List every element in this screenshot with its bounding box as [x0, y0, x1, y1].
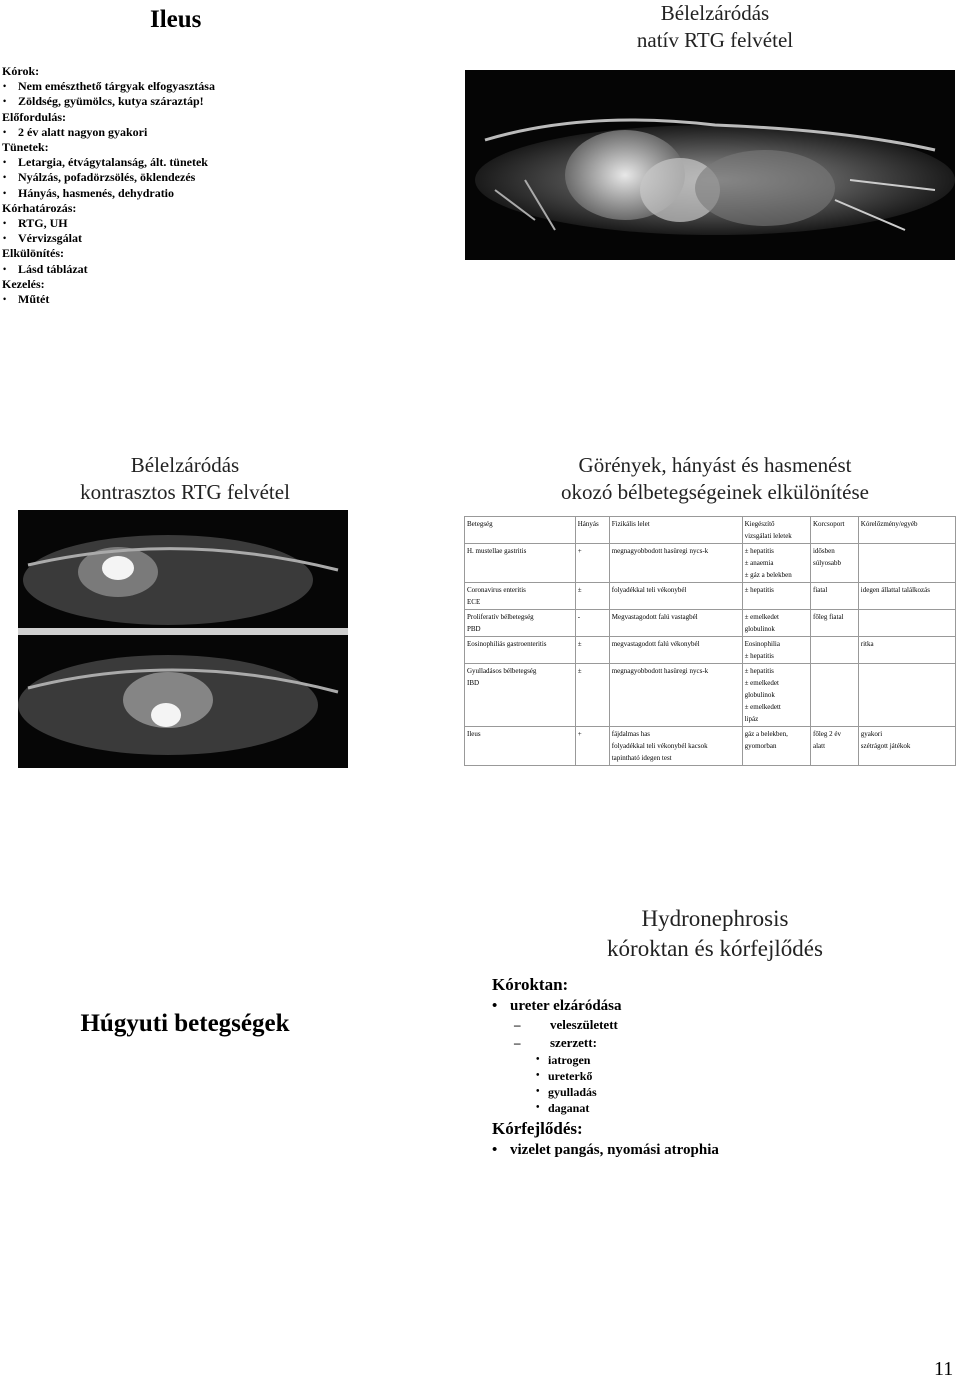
table-cell: Megvastagodott falú vastagbél — [609, 610, 742, 637]
table-cell: gáz a belekben, gyomorban — [742, 727, 810, 766]
bullet-item: • 2 év alatt nagyon gyakori — [2, 125, 442, 140]
section-heading: Előfordulás: — [2, 109, 67, 124]
table-row — [465, 727, 956, 766]
slide2-title-line1: Bélelzáródás — [660, 1, 770, 25]
slide6-title — [470, 904, 960, 964]
column-header: Korcsoport — [810, 517, 858, 544]
bullet-item: • Műtét — [2, 292, 442, 307]
cause-item: • daganat — [492, 1100, 952, 1116]
table-cell — [810, 637, 858, 664]
szerzett-item: – szerzett: — [492, 1034, 952, 1052]
native-xray-image — [465, 70, 955, 260]
column-header: Hányás — [575, 517, 609, 544]
table-cell: Eosinophilia ± hepatitis — [742, 637, 810, 664]
table-cell: idősben súlyosabb — [810, 544, 858, 583]
table-cell: megnagyobbodott hasüregi nycs-k — [609, 664, 742, 727]
cause-item: • iatrogen — [492, 1052, 952, 1068]
table-cell — [810, 664, 858, 727]
table-cell: ± hepatitis ± emelkedet globulinok ± emelkedett lipáz — [742, 664, 810, 727]
section-heading: Tünetek: — [2, 140, 49, 155]
bullet-item: • Hányás, hasmenés, dehydratio — [2, 186, 442, 201]
section-heading: Kórok: — [2, 64, 40, 78]
table-cell: ± hepatitis — [742, 583, 810, 610]
slide3-title — [20, 452, 350, 506]
table-cell: főleg fiatal — [810, 610, 858, 637]
slide3-title-line1: Bélelzáródás — [130, 453, 240, 477]
koroktan-heading: Kóroktan: — [492, 975, 569, 994]
table-cell: - — [575, 610, 609, 637]
bullet-item: • Zöldség, gyümölcs, kutya száraztáp! — [2, 94, 442, 109]
slide2-title-line2: natív RTG felvétel — [636, 28, 794, 52]
table-cell: főleg 2 év alatt — [810, 727, 858, 766]
section-heading: Kezelés: — [2, 276, 45, 291]
table-cell — [858, 544, 955, 583]
table-cell — [858, 664, 955, 727]
bullet-item: • Letargia, étvágytalanság, ált. tünetek — [2, 155, 442, 170]
slide4-title-line2: okozó bélbetegségeinek elkülönítése — [561, 480, 869, 504]
table-cell: folyadékkal teli vékonybél — [609, 583, 742, 610]
table-cell: Coronavirus enteritis ECE — [465, 583, 576, 610]
slide5-title: Húgyuti betegségek — [80, 1010, 290, 1037]
table-cell: fájdalmas has folyadékkal teli vékonybél kacsok tapintható idegen test — [609, 727, 742, 766]
table-cell: gyakori szétrágott játékok — [858, 727, 955, 766]
table-cell: ritka — [858, 637, 955, 664]
section-heading: Elkülönítés: — [2, 246, 65, 261]
differential-diagnosis-table — [464, 516, 956, 766]
column-header: Kiegészítő vizsgálati leletek — [742, 517, 810, 544]
slide2-title — [470, 0, 960, 54]
table-cell: ± hepatitis ± anaemia ± gáz a belekben — [742, 544, 810, 583]
slide3-title-line2: kontrasztos RTG felvétel — [80, 480, 290, 504]
bullet-item: • Nyálzás, pofadörzsölés, öklendezés — [2, 170, 442, 185]
veleszuletett-item: – veleszületett — [492, 1016, 952, 1034]
table-cell: megvastagodott falú vékonybél — [609, 637, 742, 664]
cause-item: • gyulladás — [492, 1084, 952, 1100]
vizelet-item: • vizelet pangás, nyomási atrophia — [492, 1140, 952, 1160]
table-cell: Ileus — [465, 727, 576, 766]
table-row — [465, 583, 956, 610]
table-cell: Proliferatív bélbetegség PBD — [465, 610, 576, 637]
table-cell — [858, 610, 955, 637]
slide6-title-line2: kóroktan és kórfejlődés — [607, 936, 823, 961]
slide6-content — [492, 972, 952, 1160]
table-row — [465, 664, 956, 727]
bullet-item: • RTG, UH — [2, 216, 442, 231]
table-cell: megnagyobbodott hasüregi nycs-k — [609, 544, 742, 583]
table-row — [465, 544, 956, 583]
table-cell: H. mustellae gastritis — [465, 544, 576, 583]
table-cell: idegen állattal találkozás — [858, 583, 955, 610]
slide1-title: Ileus — [150, 6, 202, 33]
ureter-item: • ureter elzáródása — [492, 996, 952, 1016]
section-heading: Kórhatározás: — [2, 200, 77, 215]
table-cell: Eosinophiliás gastroenteritis — [465, 637, 576, 664]
table-cell: + — [575, 544, 609, 583]
table-cell: ± — [575, 664, 609, 727]
table-row — [465, 637, 956, 664]
column-header: Fizikális lelet — [609, 517, 742, 544]
slide6-title-line1: Hydronephrosis — [641, 906, 789, 931]
column-header: Kórelőzmény/egyéb — [858, 517, 955, 544]
table-cell: Gyulladásos bélbetegség IBD — [465, 664, 576, 727]
bullet-item: • Vérvizsgálat — [2, 231, 442, 246]
bullet-item: • Nem emészthető tárgyak elfogyasztása — [2, 79, 442, 94]
cause-item: • ureterkő — [492, 1068, 952, 1084]
korfejlodes-heading: Kórfejlődés: — [492, 1119, 583, 1138]
table-cell: ± — [575, 583, 609, 610]
contrast-xray-image — [18, 510, 348, 768]
slide4-title-line1: Görények, hányást és hasmenést — [578, 453, 852, 477]
table-cell: + — [575, 727, 609, 766]
slide1-content — [2, 64, 442, 307]
table-row — [465, 610, 956, 637]
table-cell: ± emelkedet globulinok — [742, 610, 810, 637]
table-cell: ± — [575, 637, 609, 664]
slide4-title — [470, 452, 960, 506]
table-cell: fiatal — [810, 583, 858, 610]
column-header: Betegség — [465, 517, 576, 544]
bullet-item: • Lásd táblázat — [2, 262, 442, 277]
page-number: 11 — [934, 1358, 954, 1380]
table-header-row — [465, 517, 956, 544]
